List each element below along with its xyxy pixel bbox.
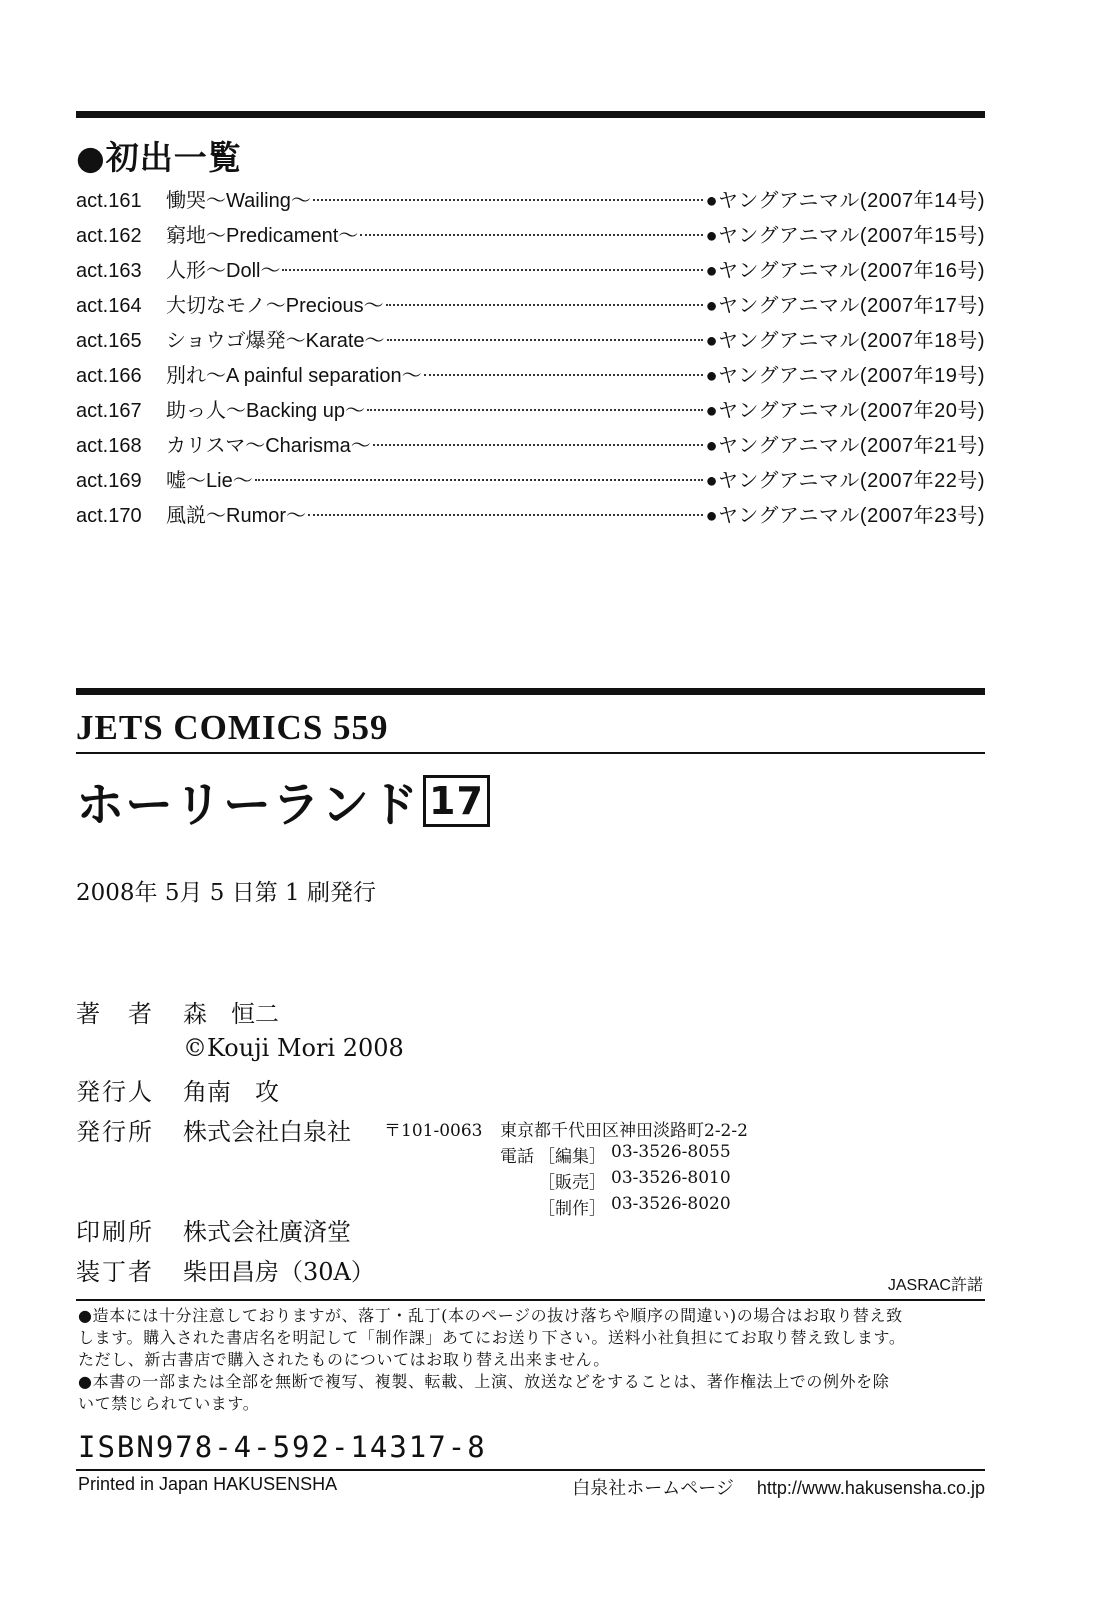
chapter-source: ●ヤングアニマル(2007年23号): [705, 505, 985, 527]
title-text: ホーリーランド: [76, 777, 420, 833]
act-number: act.163: [76, 260, 142, 282]
chapter-title: 大切なモノ〜Precious〜: [166, 295, 384, 317]
notice-line: ただし、新古書店で購入されたものについてはお取り替え出来ません。: [78, 1350, 610, 1369]
toc-entry: [76, 464, 985, 499]
designer-name: 柴田昌房（30A）: [183, 1258, 375, 1286]
phone-number: 03-3526-8010: [611, 1168, 731, 1188]
phone-number: 03-3526-8020: [611, 1194, 731, 1214]
homepage-url[interactable]: http://www.hakusensha.co.jp: [756, 1478, 985, 1498]
first-appearance-heading: ●初出一覧: [76, 138, 242, 177]
book-title: [76, 766, 490, 835]
act-number: act.161: [76, 190, 142, 212]
chapter-title: 風説〜Rumor〜: [166, 505, 307, 527]
postal-code: 〒101-0063: [384, 1121, 483, 1141]
chapter-source: ●ヤングアニマル(2007年16号): [705, 260, 985, 282]
chapter-source: ●ヤングアニマル(2007年20号): [705, 400, 985, 422]
leader-dots: [360, 233, 703, 236]
phone-dept: ［販売］: [538, 1173, 606, 1193]
toc-entry: [76, 359, 985, 394]
leader-dots: [308, 513, 703, 516]
act-number: act.165: [76, 330, 142, 352]
designer-label: 装丁者: [76, 1258, 154, 1286]
chapter-title: 嘘〜Lie〜: [166, 470, 253, 492]
chapter-source: ●ヤングアニマル(2007年18号): [705, 330, 985, 352]
phone-label: 電話: [500, 1147, 534, 1167]
copyright-line: ©Kouji Mori 2008: [183, 1034, 404, 1062]
chapter-source: ●ヤングアニマル(2007年14号): [705, 190, 985, 212]
leader-dots: [255, 478, 704, 481]
toc-entry: [76, 254, 985, 289]
publisher-person: 角南 攻: [183, 1078, 279, 1106]
chapter-source: ●ヤングアニマル(2007年17号): [705, 295, 985, 317]
address: 東京都千代田区神田淡路町2-2-2: [500, 1121, 748, 1141]
toc-entry: [76, 429, 985, 464]
colophon-top-rule: [76, 688, 985, 695]
notice-line: いて禁じられています。: [78, 1394, 260, 1413]
publisher-person-label: 発行人: [76, 1078, 154, 1106]
chapter-title: 別れ〜A painful separation〜: [166, 365, 422, 387]
chapter-title: カリスマ〜Charisma〜: [166, 435, 371, 457]
jasrac-permission: JASRAC許諾: [887, 1277, 983, 1294]
leader-dots: [387, 338, 704, 341]
series-name: JETS COMICS 559: [76, 708, 389, 747]
author-name: 森 恒二: [183, 1000, 279, 1028]
chapter-title: 助っ人〜Backing up〜: [166, 400, 365, 422]
printer-label: 印刷所: [76, 1218, 154, 1246]
toc-entry: [76, 184, 985, 219]
publisher-label: 発行所: [76, 1118, 154, 1146]
chapter-source: ●ヤングアニマル(2007年15号): [705, 225, 985, 247]
chapter-title: 窮地〜Predicament〜: [166, 225, 359, 247]
volume-number: 17: [423, 775, 490, 827]
chapter-source: ●ヤングアニマル(2007年19号): [705, 365, 985, 387]
toc-entry: [76, 219, 985, 254]
printer-name: 株式会社廣済堂: [183, 1218, 351, 1246]
footer-rule: [76, 1469, 985, 1471]
chapter-title: ショウゴ爆発〜Karate〜: [166, 330, 385, 352]
phone-number: 03-3526-8055: [611, 1142, 731, 1162]
first-appearance-list: [76, 184, 985, 534]
act-number: act.169: [76, 470, 142, 492]
leader-dots: [373, 443, 704, 446]
act-number: act.164: [76, 295, 142, 317]
notice-line: ●造本には十分注意しておりますが、落丁・乱丁(本のページの抜け落ちや順序の間違い)の場合はお取り替え致: [78, 1306, 903, 1325]
notice-top-rule: [76, 1299, 985, 1301]
toc-entry: [76, 289, 985, 324]
toc-entry: [76, 499, 985, 534]
isbn: ISBN978-4-592-14317-8: [78, 1430, 487, 1464]
chapter-source: ●ヤングアニマル(2007年22号): [705, 470, 985, 492]
toc-entry: [76, 394, 985, 429]
act-number: act.168: [76, 435, 142, 457]
series-rule: [76, 752, 985, 754]
printed-in: Printed in Japan HAKUSENSHA: [78, 1474, 338, 1494]
chapter-title: 慟哭〜Wailing〜: [166, 190, 311, 212]
act-number: act.162: [76, 225, 142, 247]
act-number: act.166: [76, 365, 142, 387]
homepage-label: 白泉社ホームページ: [572, 1478, 734, 1498]
leader-dots: [367, 408, 703, 411]
act-number: act.170: [76, 505, 142, 527]
legal-notice: [78, 1305, 983, 1415]
publication-date: 2008年 5月 5 日第 1 刷発行: [76, 880, 376, 906]
leader-dots: [282, 268, 703, 271]
publisher-name: 株式会社白泉社: [183, 1118, 351, 1146]
leader-dots: [386, 303, 704, 306]
notice-line: ●本書の一部または全部を無断で複写、複製、転載、上演、放送などをすることは、著作権法上での例外を除: [78, 1372, 890, 1391]
toc-entry: [76, 324, 985, 359]
top-rule: [76, 111, 985, 118]
phone-dept: ［編集］: [538, 1147, 606, 1167]
act-number: act.167: [76, 400, 142, 422]
chapter-title: 人形〜Doll〜: [166, 260, 281, 282]
chapter-source: ●ヤングアニマル(2007年21号): [705, 435, 985, 457]
notice-line: します。購入された書店名を明記して「制作課」あてにお送り下さい。送料小社負担にてお取り替え致します。: [78, 1328, 906, 1347]
leader-dots: [424, 373, 704, 376]
leader-dots: [313, 198, 704, 201]
author-label: 著 者: [76, 1000, 154, 1028]
publisher-homepage: [572, 1474, 985, 1500]
phone-dept: ［制作］: [538, 1199, 606, 1219]
